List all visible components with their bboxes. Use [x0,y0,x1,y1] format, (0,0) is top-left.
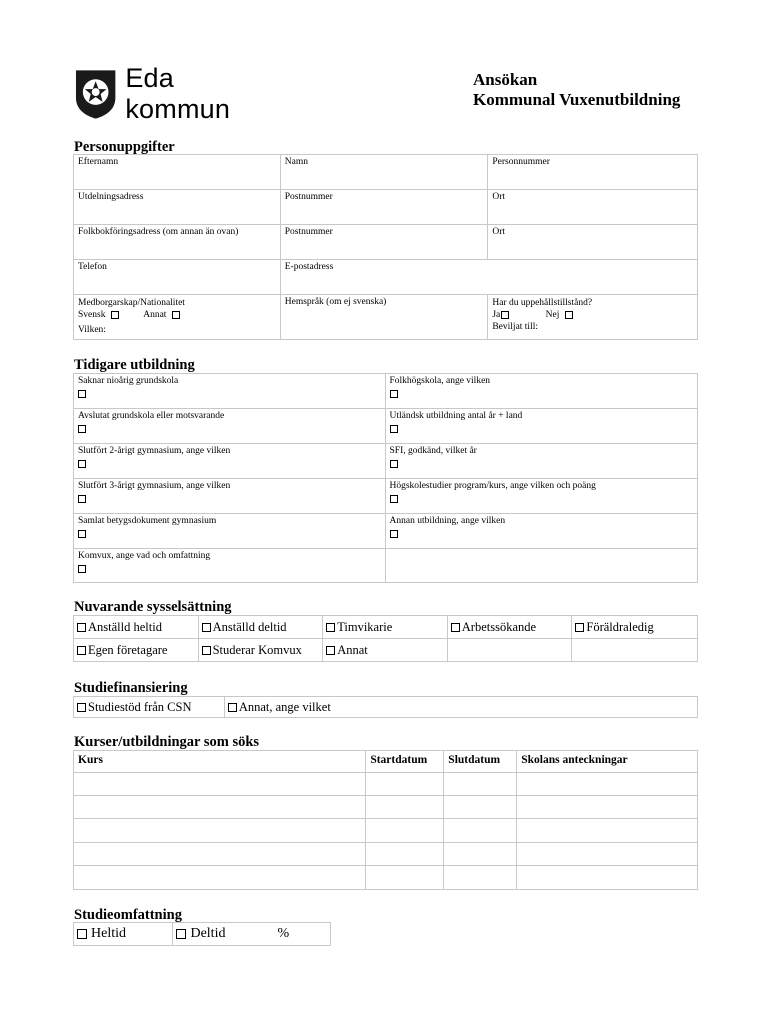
header-slutdatum: Slutdatum [444,751,517,773]
namn-field[interactable]: Namn [280,155,488,190]
financing-other-option[interactable]: Annat, ange vilket [224,697,697,718]
course-cell[interactable] [366,819,444,843]
occupation-option[interactable]: Studerar Komvux [198,639,323,662]
course-cell[interactable] [366,773,444,796]
personnummer-field[interactable]: Personnummer [488,155,698,190]
course-cell[interactable] [74,843,366,866]
edu-item-gymnasium-2: Slutfört 2-årigt gymnasium, ange vilken [74,444,386,479]
edu-item-annan: Annan utbildning, ange vilken [385,514,698,549]
title-line-1: Ansökan [473,70,538,89]
section-title-scope: Studieomfattning [74,907,182,923]
edu-item-komvux: Komvux, ange vad och omfattning [74,549,386,583]
postnummer-field[interactable]: Postnummer [280,190,488,225]
scope-table [73,922,331,946]
section-title-education: Tidigare utbildning [74,357,195,373]
course-cell[interactable] [366,843,444,866]
section-title-personal: Personuppgifter [74,139,175,155]
course-cell[interactable] [366,866,444,890]
financing-csn-option[interactable]: Studiestöd från CSN [74,697,225,718]
edu-item-betygsdokument: Samlat betygsdokument gymnasium [74,514,386,549]
occupation-option[interactable]: Föräldraledig [572,616,698,639]
edu-checkbox[interactable] [78,530,86,538]
edu-item-hogskola: Högskolestudier program/kurs, ange vilken och poäng [385,479,698,514]
course-cell[interactable] [74,819,366,843]
course-cell[interactable] [517,843,698,866]
occupation-option[interactable]: Anställd heltid [74,616,199,639]
course-cell[interactable] [74,796,366,819]
checkbox[interactable] [228,703,237,712]
personal-table [73,154,698,340]
checkbox[interactable] [451,623,460,632]
epost-field[interactable]: E-postadress [280,260,697,295]
checkbox[interactable] [77,703,86,712]
municipality-crest-icon [74,68,117,120]
checkbox[interactable] [202,646,211,655]
header-anteckningar: Skolans anteckningar [517,751,698,773]
edu-item-grundskola-saknas: Saknar nioårig grundskola [74,374,386,409]
course-cell[interactable] [517,773,698,796]
course-cell[interactable] [444,819,517,843]
annat-nationality-checkbox[interactable] [172,311,180,319]
occupation-empty [447,639,572,662]
checkbox[interactable] [326,646,335,655]
title-line-2: Kommunal Vuxenutbildning [473,90,681,109]
uppehallstillstand-field: Har du uppehållstillstånd? Ja Nej Beviljat till: [488,295,698,340]
hemsprak-field[interactable]: Hemspråk (om ej svenska) [280,295,488,340]
occupation-option[interactable]: Timvikarie [323,616,448,639]
course-cell[interactable] [444,796,517,819]
edu-checkbox[interactable] [390,495,398,503]
occupation-option[interactable]: Arbetssökande [447,616,572,639]
course-cell[interactable] [366,796,444,819]
svensk-checkbox[interactable] [111,311,119,319]
edu-checkbox[interactable] [390,530,398,538]
checkbox[interactable] [202,623,211,632]
course-cell[interactable] [444,773,517,796]
org-name: Eda kommun [125,63,231,124]
occupation-table [73,615,698,662]
course-cell[interactable] [74,866,366,890]
nej-checkbox[interactable] [565,311,573,319]
scope-heltid-option[interactable]: Heltid [74,923,173,946]
checkbox[interactable] [77,623,86,632]
medborgarskap-field: Medborgarskap/Nationalitet Svensk Annat Vilken: [74,295,281,340]
edu-checkbox[interactable] [390,390,398,398]
checkbox[interactable] [575,623,584,632]
edu-checkbox[interactable] [390,425,398,433]
course-cell[interactable] [517,796,698,819]
section-title-financing: Studiefinansiering [74,680,188,696]
edu-item-utlandsk: Utländsk utbildning antal år + land [385,409,698,444]
header-startdatum: Startdatum [366,751,444,773]
edu-item-empty [385,549,698,583]
ort-field[interactable]: Ort [488,190,698,225]
edu-checkbox[interactable] [78,390,86,398]
folkbokforingsadress-field[interactable]: Folkbokföringsadress (om annan än ovan) [74,225,281,260]
ja-checkbox[interactable] [501,311,509,319]
telefon-field[interactable]: Telefon [74,260,281,295]
courses-table [73,750,698,890]
scope-deltid-option[interactable]: Deltid % [173,923,331,946]
course-cell[interactable] [517,819,698,843]
occupation-empty [572,639,698,662]
municipality-logo [74,63,284,124]
section-title-occupation: Nuvarande sysselsättning [74,599,232,615]
checkbox[interactable] [176,929,186,939]
header-kurs: Kurs [74,751,366,773]
utdelningsadress-field[interactable]: Utdelningsadress [74,190,281,225]
education-table [73,373,698,583]
percent-label: % [277,926,290,941]
edu-item-folkhogskola: Folkhögskola, ange vilken [385,374,698,409]
checkbox[interactable] [77,929,87,939]
section-title-courses: Kurser/utbildningar som söks [74,734,260,750]
financing-table [73,696,698,718]
edu-checkbox[interactable] [78,565,86,573]
efternamn-field[interactable]: Efternamn [74,155,281,190]
course-cell[interactable] [74,773,366,796]
occupation-option[interactable]: Egen företagare [74,639,199,662]
edu-checkbox[interactable] [78,495,86,503]
checkbox[interactable] [77,646,86,655]
edu-item-grundskola: Avslutat grundskola eller motsvarande [74,409,386,444]
occupation-option[interactable]: Anställd deltid [198,616,323,639]
edu-item-sfi: SFI, godkänd, vilket år [385,444,698,479]
course-cell[interactable] [517,866,698,890]
course-cell[interactable] [444,843,517,866]
document-title [473,70,680,110]
edu-checkbox[interactable] [78,425,86,433]
edu-checkbox[interactable] [390,460,398,468]
edu-item-gymnasium-3: Slutfört 3-årigt gymnasium, ange vilken [74,479,386,514]
edu-checkbox[interactable] [78,460,86,468]
course-cell[interactable] [444,866,517,890]
postnummer-2-field[interactable]: Postnummer [280,225,488,260]
ort-2-field[interactable]: Ort [488,225,698,260]
checkbox[interactable] [326,623,335,632]
occupation-option[interactable]: Annat [323,639,448,662]
